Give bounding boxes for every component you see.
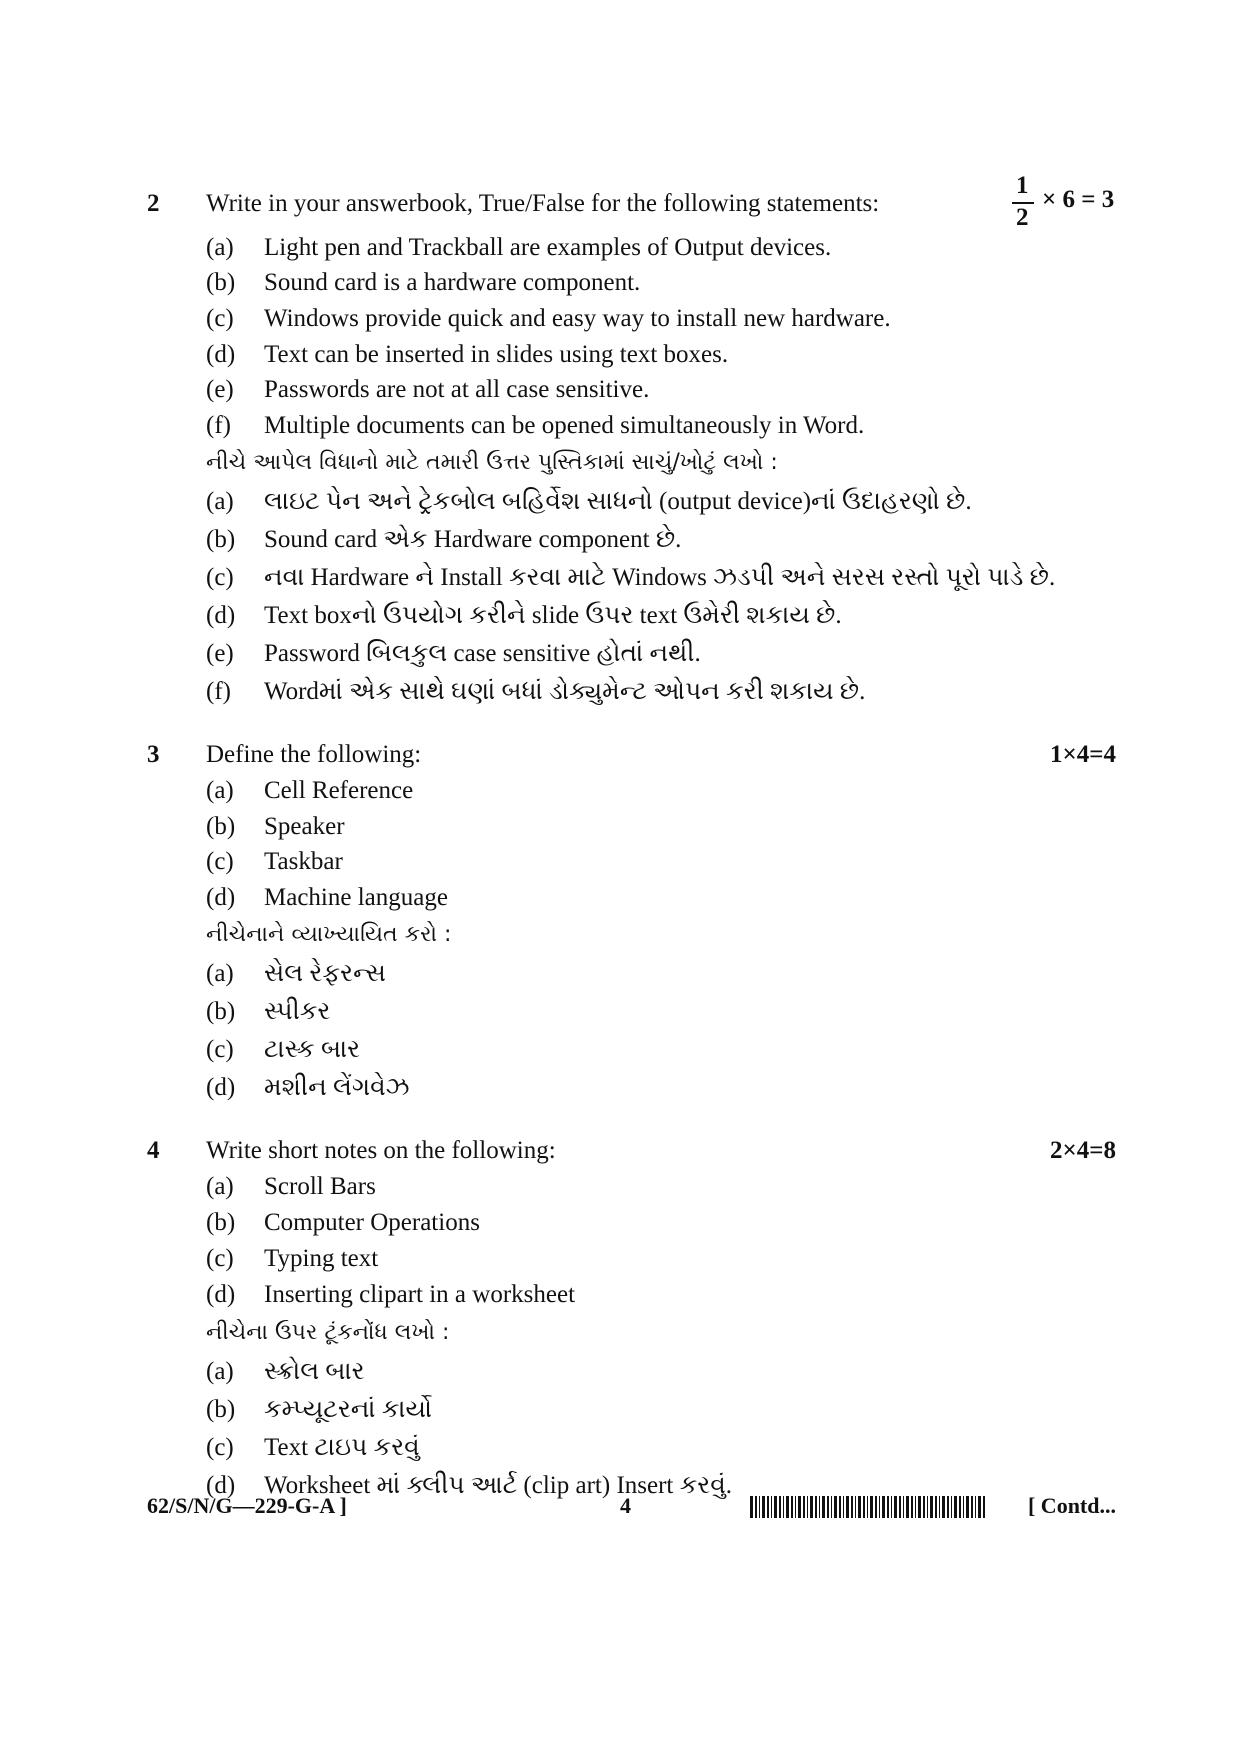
question-2-text: Write in your answerbook, True/False for the following statements: <box>206 190 880 217</box>
question-4-marks: 2×4=8 <box>1050 1137 1116 1164</box>
question-2-marks <box>1012 172 1142 232</box>
barcode-image <box>750 1496 990 1518</box>
q2-item-e: (e) Passwords are not at all case sensitive. <box>206 376 650 403</box>
q2-item-a: (a) Light pen and Trackball are examples of Output devices. <box>206 234 832 261</box>
q4-gu-item-b: (b) કમ્પ્યૂટરનાં કાર્યો <box>206 1396 433 1423</box>
q2-gu-item-b: (b) Sound card એક Hardware component છે. <box>206 526 682 553</box>
q3-gu-item-c: (c) ટાસ્ક બાર <box>206 1036 361 1063</box>
question-4-text: Write short notes on the following: <box>206 1137 556 1164</box>
q2-gu-item-a: (a) લાઇટ પેન અને ટ્રેકબોલ બહિર્વેશ સાધનો (output device)નાં ઉદાહરણો છે. <box>206 488 972 515</box>
marks-denominator: 2 <box>1016 204 1029 231</box>
q2-gu-item-c: (c) નવા Hardware ને Install કરવા માટે Windows ઝડપી અને સરસ રસ્તો પૂરો પાડે છે. <box>206 564 1056 591</box>
q3-item-a: (a) Cell Reference <box>206 777 414 804</box>
q2-gu-item-e: (e) Password બિલકુલ case sensitive હોતાં નથી. <box>206 640 701 667</box>
q2-item-d: (d) Text can be inserted in slides using text boxes. <box>206 341 729 368</box>
q3-gu-item-d: (d) મશીન લેંગવેઝ <box>206 1074 410 1101</box>
paper-code: 62/S/N/G—229-G-A ] <box>147 1493 347 1518</box>
q4-gu-item-c: (c) Text ટાઇપ કરવું <box>206 1434 420 1461</box>
continued-label: [ Contd... <box>1027 1493 1116 1518</box>
q2-gujarati-heading: નીચે આપેલ વિધાનો માટે તમારી ઉત્તર પુસ્તિકામાં સાચું/ખોટું લખો : <box>206 450 778 475</box>
q3-item-d: (d) Machine language <box>206 884 448 911</box>
q4-item-b: (b) Computer Operations <box>206 1209 480 1236</box>
question-4-number: 4 <box>147 1137 160 1164</box>
q4-gu-item-a: (a) સ્ક્રોલ બાર <box>206 1358 365 1385</box>
q4-item-a: (a) Scroll Bars <box>206 1173 376 1200</box>
question-3-marks: 1×4=4 <box>1050 741 1116 768</box>
q2-gu-item-d: (d) Text boxનો ઉપયોગ કરીને slide ઉપર text ઉમેરી શકાય છે. <box>206 602 842 629</box>
q3-gu-item-b: (b) સ્પીકર <box>206 998 331 1025</box>
question-2-number: 2 <box>147 190 160 217</box>
q4-gujarati-heading: નીચેના ઉપર ટૂંકનોંધ લખો : <box>206 1320 450 1345</box>
q3-item-b: (b) Speaker <box>206 813 345 840</box>
marks-multiplier: × 6 = 3 <box>1042 186 1115 213</box>
q4-item-c: (c) Typing text <box>206 1245 379 1272</box>
question-3-text: Define the following: <box>206 741 422 768</box>
q3-item-c: (c) Taskbar <box>206 848 343 875</box>
q3-gujarati-heading: નીચેનાને વ્યાખ્યાયિત કરો : <box>206 922 452 947</box>
marks-numerator: 1 <box>1016 172 1029 199</box>
q2-item-c: (c) Windows provide quick and easy way to install new hardware. <box>206 305 891 332</box>
q4-gu-item-d: (d) Worksheet માં ક્લીપ આર્ટ (clip art) Insert કરવું. <box>206 1472 733 1499</box>
page-number: 4 <box>620 1493 631 1518</box>
q3-gu-item-a: (a) સેલ રેફરન્સ <box>206 960 386 987</box>
q2-item-f: (f) Multiple documents can be opened simultaneously in Word. <box>206 412 865 439</box>
q2-gu-item-f: (f) Wordમાં એક સાથે ઘણાં બધાં ડોક્યુમેન્ટ ઓપન કરી શકાય છે. <box>206 678 866 705</box>
q2-item-b: (b) Sound card is a hardware component. <box>206 269 641 296</box>
question-3-number: 3 <box>147 741 160 768</box>
q4-item-d: (d) Inserting clipart in a worksheet <box>206 1281 576 1308</box>
